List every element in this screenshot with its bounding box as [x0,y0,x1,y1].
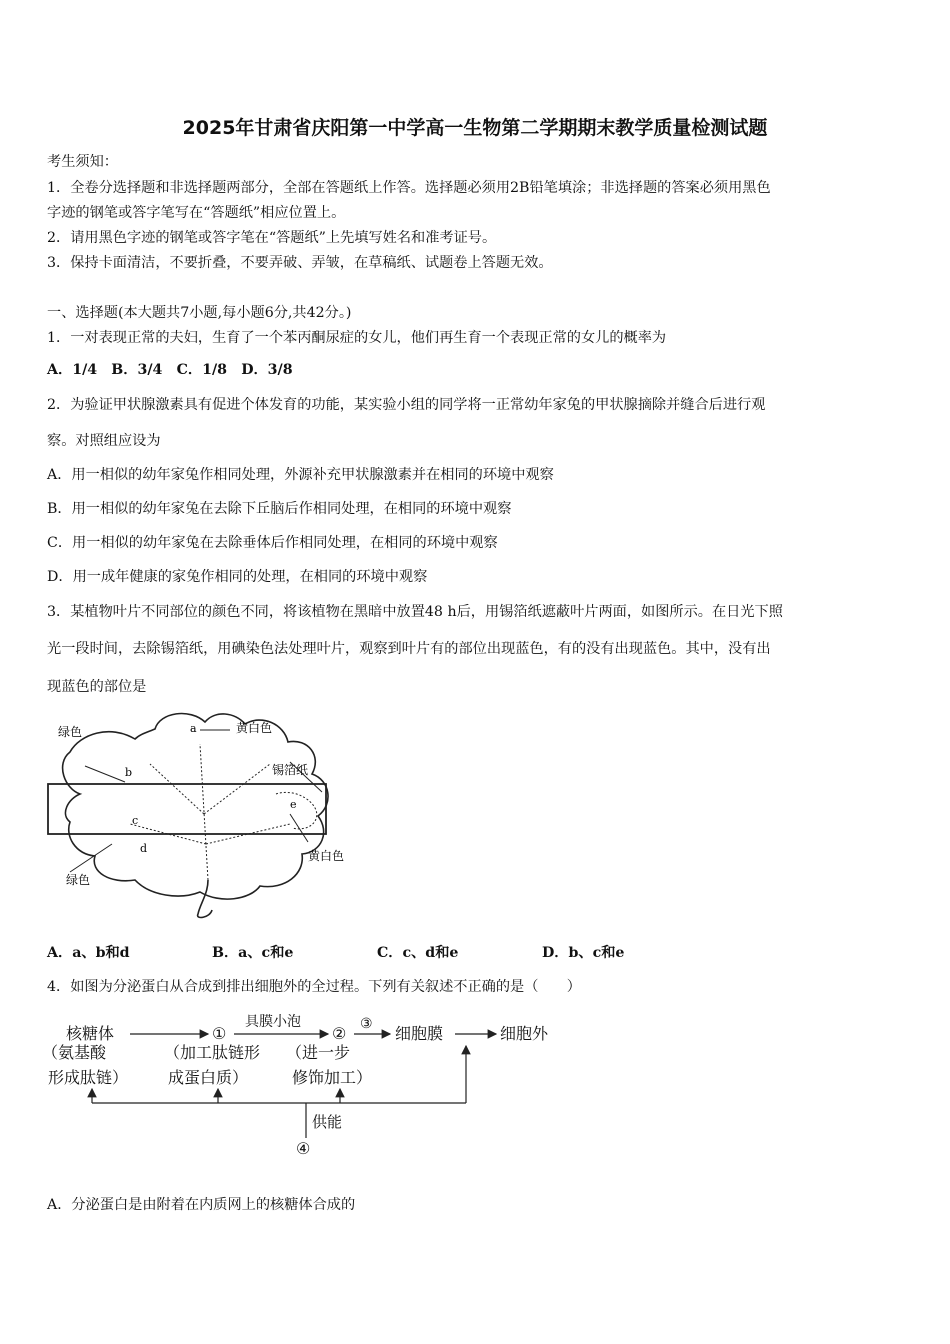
q2-stem-2: 察。对照组应设为 [47,433,161,449]
label-yellow-bottom: 黄白色 [308,849,345,863]
ribosome-note-1: （氨基酸 [42,1043,107,1062]
q2-option-a: A．用一相似的幼年家兔作相同处理，外源补充甲状腺激素并在相同的环境中观察 [47,467,554,483]
exam-title: 2025年甘肃省庆阳第一中学高一生物第二学期期末教学质量检测试题 [182,117,768,139]
q3-option-a: A．a、b和d [47,945,130,961]
node-3: ③ [360,1016,373,1032]
label-b: b [125,766,133,779]
notice-item-3: 3．保持卡面清洁，不要折叠，不要弄破、弄皱，在草稿纸、试题卷上答题无效。 [47,255,553,271]
q3-stem-3: 现蓝色的部位是 [47,679,147,695]
node-membrane: 细胞膜 [395,1024,444,1043]
node-1: ① [212,1024,227,1043]
label-e: e [290,798,297,811]
q2-option-d: D．用一成年健康的家兔作相同的处理，在相同的环境中观察 [47,569,428,585]
label-energy: 供能 [312,1113,343,1131]
leaf-figure [40,704,370,924]
n2-note-2: 修饰加工） [292,1068,373,1087]
node-2: ② [332,1024,347,1043]
notice-item-1: 1．全卷分选择题和非选择题两部分，全部在答题纸上作答。选择题必须用2B铅笔填涂；非选择题的答案必须用黑色 [47,180,771,196]
n2-note-1: （进一步 [286,1043,351,1062]
label-d: d [140,842,148,855]
notice-heading: 考生须知： [47,154,118,170]
q3-stem-1: 3．某植物叶片不同部位的颜色不同，将该植物在黑暗中放置48 h后，用锡箔纸遮蔽叶片两面，如图所示。在日光下照 [47,604,783,620]
label-a: a [190,722,197,735]
label-vesicle: 具膜小泡 [245,1014,301,1030]
label-green-bottom: 绿色 [66,873,91,887]
label-yellow-top: 黄白色 [236,721,273,735]
q1-options: A．1/4 B．3/4 C．1/8 D．3/8 [47,362,293,378]
leaf-stem [198,880,212,917]
q1-stem: 1．一对表现正常的夫妇，生育了一个苯丙酮尿症的女儿，他们再生育一个表现正常的女儿的概率为 [47,330,667,346]
label-green-top: 绿色 [58,725,83,739]
n1-note-2: 成蛋白质） [168,1068,249,1087]
notice-item-2: 2．请用黑色字迹的钢笔或答字笔在“答题纸”上先填写姓名和准考证号。 [47,230,497,246]
n1-note-1: （加工肽链形 [164,1043,261,1062]
label-c: c [132,814,139,827]
q3-options [47,944,624,962]
foil-strip [48,784,326,834]
leaf-outline [63,714,328,900]
node-ribosome: 核糖体 [66,1024,115,1043]
q3-option-b: B．a、c和e [212,945,294,961]
q4-option-a: A．分泌蛋白是由附着在内质网上的核糖体合成的 [47,1197,356,1213]
q3-option-d: D．b、c和e [542,945,625,961]
section-heading: 一、选择题(本大题共7小题,每小题6分,共42分。) [47,305,352,321]
node-4: ④ [296,1139,311,1158]
notice-item-1-cont: 字迹的钢笔或答字笔写在“答题纸”相应位置上。 [47,205,346,221]
node-outside: 细胞外 [500,1024,549,1043]
secretion-diagram [40,1008,580,1168]
ribosome-note-2: 形成肽链） [48,1068,129,1087]
q2-option-c: C．用一相似的幼年家兔在去除垂体后作相同处理，在相同的环境中观察 [47,535,498,551]
q3-stem-2: 光一段时间，去除锡箔纸，用碘染色法处理叶片，观察到叶片有的部位出现蓝色，有的没有出现蓝色。其中，没有出 [47,641,771,657]
q2-stem-1: 2．为验证甲状腺激素具有促进个体发育的功能，某实验小组的同学将一正常幼年家兔的甲状腺摘除并缝合后进行观 [47,397,766,413]
q3-option-c: C．c、d和e [377,945,459,961]
label-foil: 锡箔纸 [272,763,309,777]
q2-option-b: B．用一相似的幼年家兔在去除下丘脑后作相同处理，在相同的环境中观察 [47,501,512,517]
q4-stem: 4．如图为分泌蛋白从合成到排出细胞外的全过程。下列有关叙述不正确的是（ ） [47,979,581,995]
